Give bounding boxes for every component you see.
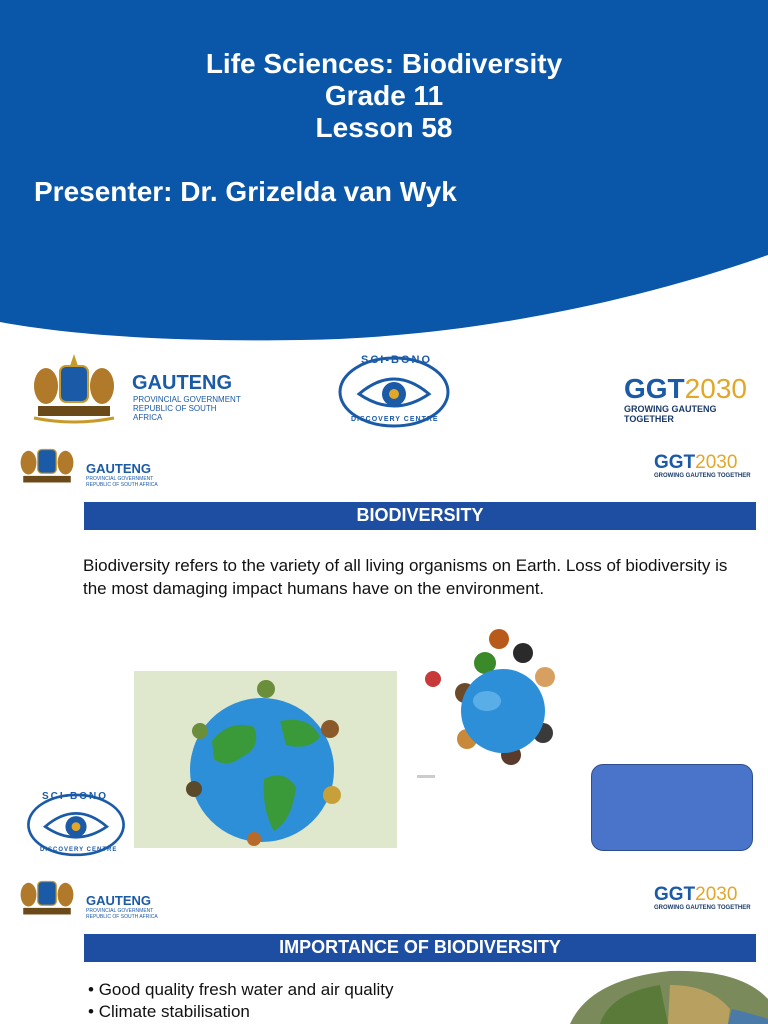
bullet-text: Climate stabilisation <box>98 1002 250 1021</box>
title-block <box>0 48 768 144</box>
gauteng-logo-small <box>14 871 174 921</box>
gauteng-wordmark: GAUTENG <box>86 893 151 908</box>
scibono-bottom-text: DISCOVERY CENTRE <box>351 416 439 423</box>
gauteng-logo-small <box>14 439 174 489</box>
ggt-year: 2030 <box>684 373 747 404</box>
presenter-name: Presenter: Dr. Grizelda van Wyk <box>34 176 457 207</box>
importance-slide <box>0 865 768 1024</box>
biodiversity-slide <box>0 435 768 865</box>
scibono-logo <box>335 352 453 430</box>
coat-of-arms-icon <box>24 352 124 424</box>
gauteng-subtitle-1: PROVINCIAL GOVERNMENT <box>86 908 154 914</box>
course-title: Life Sciences: Biodiversity <box>205 48 563 79</box>
ggt-tagline: GROWING GAUTENG TOGETHER <box>654 473 751 479</box>
gauteng-subtitle-2: REPUBLIC OF SOUTH AFRICA <box>86 914 158 920</box>
title-slide <box>0 0 768 435</box>
gauteng-subtitle-1: PROVINCIAL GOVERNMENT <box>86 476 154 482</box>
ggt2030-logo-small <box>654 885 758 917</box>
gauteng-wordmark: GAUTENG <box>86 461 151 476</box>
ggt-year: 2030 <box>695 884 738 905</box>
ecosystem-wheel-image <box>560 969 768 1024</box>
globe-biodiversity-image <box>134 671 397 848</box>
gauteng-wordmark: GAUTENG <box>132 372 232 394</box>
bullet-item: • Good quality fresh water and air quality <box>88 980 394 999</box>
ggt-year: 2030 <box>695 452 738 473</box>
biodiversity-heading: BIODIVERSITY <box>84 502 756 530</box>
bullet-text: Good quality fresh water and air quality <box>98 980 394 999</box>
coat-of-arms-icon <box>14 871 80 921</box>
ggt2030-logo <box>624 373 764 424</box>
ggt-prefix: GGT <box>624 373 685 404</box>
ggt-prefix: GGT <box>654 884 696 905</box>
scibono-bottom-text: DISCOVERY CENTRE <box>40 847 118 853</box>
ggt-tagline: GROWING GAUTENG TOGETHER <box>654 905 751 911</box>
ggt-prefix: GGT <box>654 452 696 473</box>
animals-globe-image <box>415 623 587 781</box>
blue-placeholder-box <box>591 764 753 851</box>
coat-of-arms-icon <box>14 439 80 489</box>
lesson-title: Lesson 58 <box>315 112 453 143</box>
gauteng-subtitle-1: PROVINCIAL GOVERNMENT <box>133 395 241 404</box>
animals-globe-icon <box>415 623 587 781</box>
importance-bullets <box>88 979 394 1023</box>
scibono-logo-small <box>24 789 128 859</box>
importance-heading: IMPORTANCE OF BIODIVERSITY <box>84 934 756 962</box>
ggt2030-logo-small <box>654 453 758 485</box>
gauteng-subtitle-2: REPUBLIC OF SOUTH AFRICA <box>86 482 158 488</box>
grade-title: Grade 11 <box>324 80 444 111</box>
globe-icon <box>134 671 397 848</box>
biodiversity-definition: Biodiversity refers to the variety of all living organisms on Earth. Loss of biodiversity is the most damaging impact humans have on the environment. <box>83 556 728 598</box>
bullet-item: • Climate stabilisation <box>88 1002 250 1021</box>
scibono-top-text: SCI-BONO <box>42 791 108 802</box>
gauteng-logo <box>24 352 244 424</box>
scibono-top-text: SCI-BONO <box>361 354 432 366</box>
gauteng-subtitle-2: REPUBLIC OF SOUTH AFRICA <box>133 404 217 422</box>
ggt-tagline: GROWING GAUTENG TOGETHER <box>624 404 717 424</box>
